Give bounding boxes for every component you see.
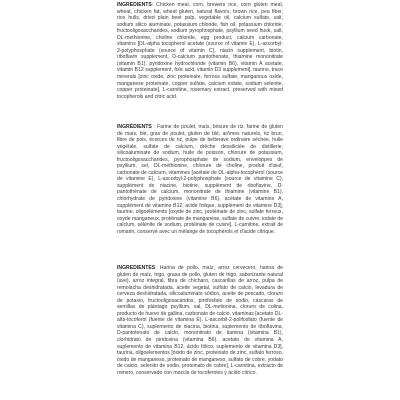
ingredients-text-english: : Chicken meal, corn, brewers rice, corn gluten meal, wheat, chicken fat, wheat gluten, natural flavors, brown rice, pea fiber, rice hulls, dried plain beet pulp, vegetable oil, calcium sulfate, salt, sodium silico aluminate, potassium chloride, fish oil, potassium chloride, fructooligosaccharides, sodium pyrophosphate, psyllium seed husk, salt, DL-methionine, choline chloride, egg product, calcium carbonate, vitamins [DL-alpha tocopherol acetate (source of vitamin E), L-ascorbyl-2-polyphosphate (source of vitamin C), niacin supplement, biotin, riboflavin supplement, D-calcium pantothenate, thiamine mononitrate (vitamin B1), pyridoxine hydrochloride (vitamin B6), vitamin A acetate, vitamin B12 supplement, folic acid, vitamin D3 supplement], taurine, trace minerals [zinc oxide, zinc proteinate, ferrous sulfate, manganous oxide, manganese proteinate, copper sulfate, calcium iodate, sodium selenite, copper proteinate], L-carnitine, rosemary extract, preserved with mixed tocopherols and citric acid. bbox=[117, 2, 283, 100]
ingredients-text-french: : Farine de poulet, maïs, brisure de riz, farine de gluten de maïs, blé, gras de poulet, gluten de blé, arômes naturels, riz brun, fibre de pois, écorces de riz, pulpe de betterave ordinaire séchée, huile végétale, sulfate de calcium, drêche dessiliciée de distillerie, silicoaluminate de sodium, huile de poisson, chlorure de potassium, fructooligosaccharides, pyrophosphate de sodium, enveloppes de psyllium, sel, DL-méthionine, chlorure de choline, produit d'œuf, carbonate de calcium, vitamines [acétate de DL-alpha-tocophérol (source de vitamine E), L-ascorbyl-2-polyphosphate (source de vitamine C), supplément de niacine, biotine, supplément de riboflavine, D-pantothénate de calcium, mononitrate de thiamine (vitamine B1), chlorhydrate de pyridoxine (vitamine B6), acétate de vitamine A, supplément de vitamine B12, acide folique, supplément de vitamine D3], taurine, oligoéléments [oxyde de zinc, protéinate de zinc, sulfate ferreux, oxyde manganeux, protéinate de manganèse, sulfate de cuivre, iodate de calcium, sélénite de sodium, protéinate de cuivre], L-carnitine, extrait de romarin, conservé avec un mélange de tocophérols et d'acide citrique. bbox=[117, 124, 283, 235]
ingredients-text-spanish: : Harina de pollo, maíz, arroz cervecero, harina de gluten de maíz, trigo, grasa de pollo, gluten de trigo, saborizante natural (ave), arroz integral, fibra de chícharo, cascarillas de arroz, pulpa de remolacha deshidratada, aceite vegetal, sulfato de calcio, levadura de cerveza deshidratada, silicoaluminato sódico, aceite de pescado, cloruro de potasio, fructooligosacáridos, pirofosfato de sodio, cáscaras de semillas de plántago psyllium, sal, DL-metionina, cloruro de colina, producto de huevo de gallina, carbonato de calcio, vitaminas [acetato DL-alfa-tocoferol (fuente de vitamina E), L-ascorbil-2-polifosfato (fuente de vitamina C), suplemento de niacina, biotina, suplemento de riboflavina, D-pantotenato de calcio, mononitrato de tiamina (vitamina B1), clorhidrato de piridoxina (vitamina B6), acetato de vitamina A, suplemento de vitamina B12, ácido fólico, suplemento de vitamina D3], taurina, oligoelementos [óxido de zinc, proteinato de zinc, sulfato ferroso, óxido de manganeso, proteinato de manganeso, sulfato de cobre, yodato de calcio, selenito de sodio, proteinato de cobre], L-carnitina, extracto de romero, conservado con mezcla de tocoferoles y ácido cítrico. bbox=[117, 265, 283, 376]
ingredients-french bbox=[117, 124, 283, 235]
ingredients-english bbox=[117, 2, 283, 100]
ingredients-label-french: INGRÉDIENTS bbox=[117, 124, 152, 130]
ingredients-spanish bbox=[117, 265, 283, 376]
ingredients-label-english: INGREDIENTS bbox=[117, 2, 152, 8]
ingredients-label-spanish: INGREDIENTES bbox=[117, 265, 156, 271]
